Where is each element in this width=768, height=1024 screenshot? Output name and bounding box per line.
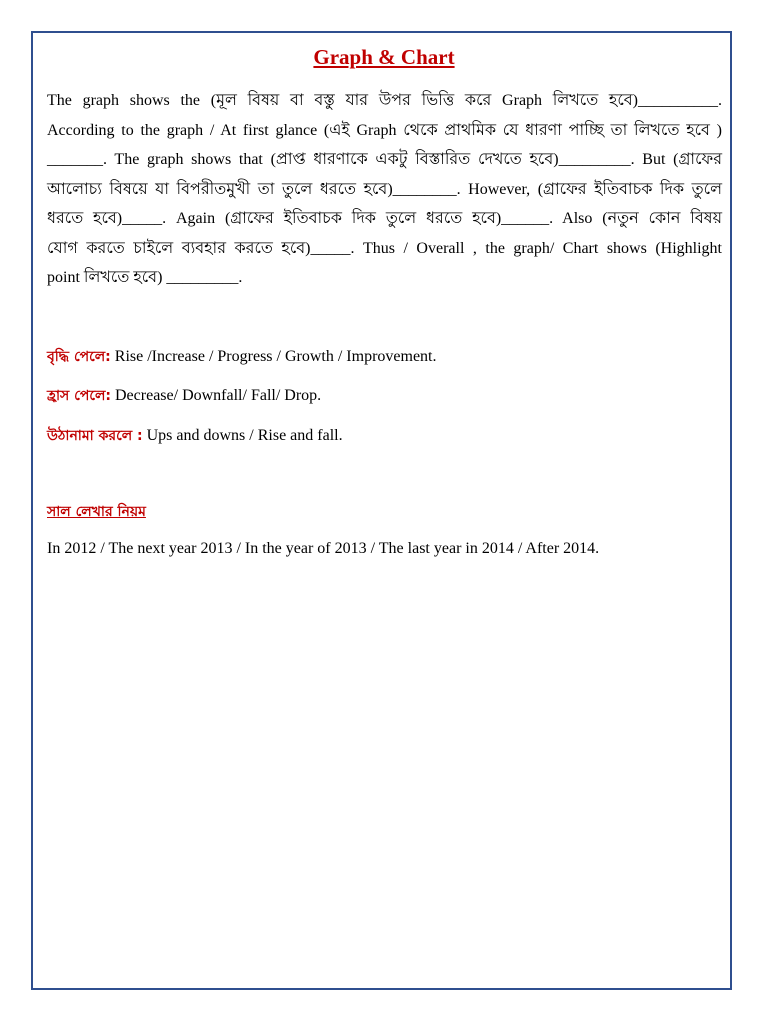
term-row-decrease (47, 384, 321, 408)
term-value-ups-downs: Ups and downs / Rise and fall. (146, 427, 343, 444)
term-label-rise: বৃদ্ধি পেলে: (47, 349, 111, 365)
paragraph-line: যোগ করতে চাইলে ব্যবহার করতে হবে)_____. Thus / Overall , the graph/ Chart shows (Highlight (47, 239, 722, 257)
year-rules-heading: সাল লেখার নিয়ম (47, 504, 146, 520)
term-row-ups-downs (47, 424, 343, 448)
paragraph-line: point লিখতে হবে) _________. (47, 269, 243, 286)
term-label-ups-downs: উঠানামা করলে : (47, 428, 143, 444)
paragraph-line: According to the graph / At first glance (এই Graph থেকে প্রাথমিক যে ধারণা পাচ্ছি তা লিখতে হবে ) (47, 121, 722, 139)
term-row-rise (47, 345, 436, 369)
paragraph-line: ধরতে হবে)_____. Again (গ্রাফের ইতিবাচক দিক তুলে ধরতে হবে)______. Also (নতুন কোন বিষয় (47, 210, 722, 227)
paragraph-line: আলোচ্য বিষয়ে যা বিপরীতমুখী তা তুলে ধরতে হবে)________. However, (গ্রাফের ইতিবাচক দিক তুলে (47, 180, 722, 198)
paragraph-line: The graph shows the (মূল বিষয় বা বস্তু যার উপর ভিত্তি করে Graph লিখতে হবে)__________. (47, 92, 722, 109)
term-value-decrease: Decrease/ Downfall/ Fall/ Drop. (115, 387, 322, 404)
document-title: Graph & Chart (313, 45, 455, 69)
paragraph-line: _______. The graph shows that (প্রাপ্ত ধারণাকে একটু বিস্তারিত দেখতে হবে)_________. But (গ্রাফের (47, 151, 722, 168)
term-value-rise: Rise /Increase / Progress / Growth / Improvement. (114, 348, 437, 365)
template-paragraph (47, 86, 722, 293)
year-rules-text: In 2012 / The next year 2013 / In the year of 2013 / The last year in 2014 / After 2014. (47, 540, 600, 557)
term-label-decrease: হ্রাস পেলে: (47, 388, 111, 404)
